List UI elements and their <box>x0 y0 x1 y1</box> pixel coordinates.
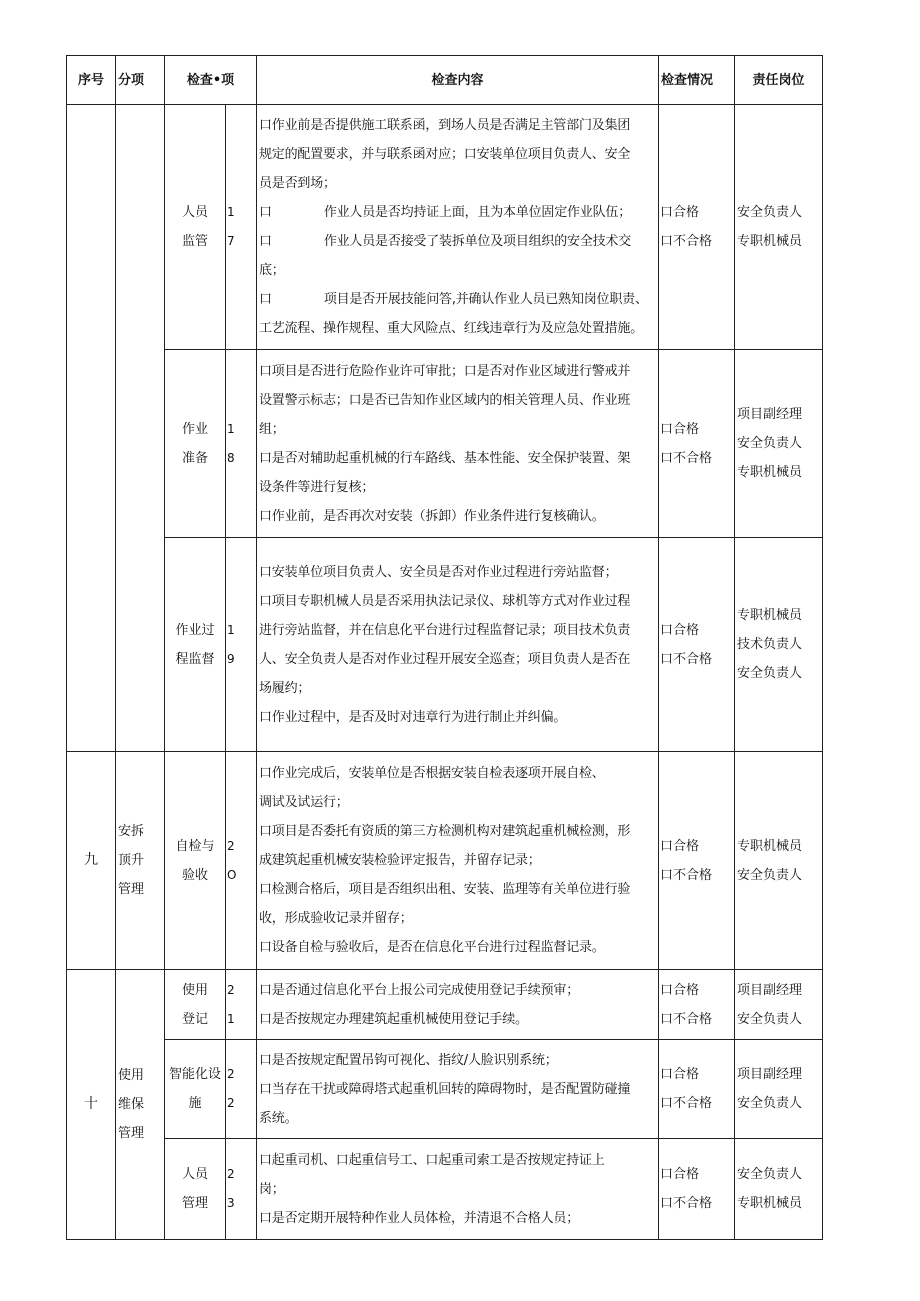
checkbox-fail[interactable]: 口不合格 <box>660 651 713 667</box>
duty-role: 安全负责人 <box>737 436 803 451</box>
item-name-cell <box>165 1139 226 1240</box>
duty-role: 专职机械员 <box>737 234 803 249</box>
check-content-line: 口设备自检与验收后，是否在信息化平台进行过程监督记录。 <box>259 940 605 955</box>
duty-role: 项目副经理 <box>737 1067 803 1082</box>
duty-cell <box>735 105 823 350</box>
text-line: 登记 <box>181 1011 208 1027</box>
check-content-line: 口作业完成后，安装单位是否根据安装自检表逐项开展自检、 <box>259 766 605 781</box>
check-content-line: 调试及试运行； <box>259 795 349 810</box>
check-content-line: 口作业前是否提供施工联系函，到场人员是否满足主管部门及集团 <box>259 118 631 133</box>
duty-role: 项目副经理 <box>737 982 803 998</box>
checkbox-fail[interactable]: 口不合格 <box>660 1011 713 1027</box>
check-content-line: 口安装单位项目负责人、安全员是否对作业过程进行旁站监督； <box>259 564 618 580</box>
text-line: 2 <box>227 1096 235 1110</box>
item-name-cell <box>165 538 226 752</box>
table-row <box>67 970 823 1040</box>
check-status-cell <box>659 105 735 350</box>
checkbox-fail[interactable]: 口不合格 <box>660 1196 713 1211</box>
table-row <box>67 752 823 970</box>
check-content-line: 成建筑起重机械安装检验评定报告，并留存记录； <box>259 853 541 868</box>
checkbox-pass[interactable]: 口合格 <box>660 205 700 220</box>
seq-cell <box>67 105 116 752</box>
text-line: 8 <box>227 450 235 465</box>
check-content-line: 设置警示标志；口是否已告知作业区域内的相关管理人员、作业班 <box>259 392 631 408</box>
check-status-cell <box>659 350 735 538</box>
check-content-cell <box>257 1040 659 1139</box>
text-line: 自检与 <box>175 838 215 854</box>
header-duty: 责任岗位 <box>735 56 823 105</box>
check-content-line: 口是否按规定配置吊钩可视化、指纹/人脸识别系统； <box>259 1052 558 1068</box>
item-number-cell <box>226 1040 257 1139</box>
item-number-cell <box>226 752 257 970</box>
check-content-line: 规定的配置要求，并与联系函对应；口安装单位项目负责人、安全 <box>259 147 631 162</box>
duty-cell <box>735 752 823 970</box>
check-content-line: 口起重司机、口起重信号工、口起重司索工是否按规定持证上 <box>259 1152 605 1168</box>
text-line: 2 <box>227 838 235 853</box>
text-line: 准备 <box>181 450 208 466</box>
text-line: 使用 <box>118 1068 145 1083</box>
duty-role: 安全负责人 <box>737 1096 803 1111</box>
duty-role: 专职机械员 <box>737 465 803 480</box>
duty-role: 安全负责人 <box>737 1167 803 1182</box>
header-row <box>67 56 823 105</box>
header-content: 检查内容 <box>257 56 659 105</box>
header-seq: 序号 <box>67 56 116 105</box>
duty-role: 专职机械员 <box>737 608 803 623</box>
check-content-cell <box>257 350 659 538</box>
checkbox-pass[interactable]: 口合格 <box>660 1067 700 1082</box>
check-content-line: 口 作业人员是否均持证上面，且为本单位固定作业队伍； <box>259 205 632 220</box>
check-status-cell <box>659 538 735 752</box>
check-status-cell <box>659 970 735 1040</box>
check-content-line: 收，形成验收记录并留存； <box>259 911 413 926</box>
duty-cell <box>735 1040 823 1139</box>
text-line: 验收 <box>181 867 208 883</box>
duty-role: 专职机械员 <box>737 1196 803 1211</box>
item-name-cell <box>165 1040 226 1139</box>
check-content-line: 进行旁站监督，并在信息化平台进行过程监督记录；项目技术负责 <box>259 622 631 638</box>
check-content-line: 工艺流程、操作规程、重大风险点、红线违章行为及应急处置措施。 <box>259 321 644 336</box>
checkbox-pass[interactable]: 口合格 <box>660 622 700 638</box>
item-number-cell <box>226 538 257 752</box>
text-line: 1 <box>227 205 235 219</box>
item-number-cell <box>226 970 257 1040</box>
text-line: 3 <box>227 1196 235 1210</box>
table-row <box>67 105 823 350</box>
duty-cell <box>735 970 823 1040</box>
duty-role: 安全负责人 <box>737 666 803 681</box>
inspection-sheet <box>66 55 822 1240</box>
check-status-cell <box>659 1040 735 1139</box>
duty-role: 技术负责人 <box>737 637 803 652</box>
text-line: 智能化设 <box>168 1067 221 1082</box>
check-content-cell <box>257 105 659 350</box>
header-item: 检查•项 <box>165 56 257 105</box>
table-row <box>67 1139 823 1240</box>
text-line: 2 <box>227 982 235 997</box>
text-line: 顶升 <box>118 853 145 868</box>
check-content-line: 口作业前，是否再次对安装（拆卸）作业条件进行复核确认。 <box>259 508 605 524</box>
text-line: 使用 <box>181 982 208 998</box>
checkbox-fail[interactable]: 口不合格 <box>660 867 713 883</box>
duty-role: 专职机械员 <box>737 838 803 854</box>
inspection-table <box>66 55 823 1240</box>
text-line: 作业过 <box>175 622 215 638</box>
check-status-cell <box>659 1139 735 1240</box>
table-row <box>67 1040 823 1139</box>
check-content-line: 口检测合格后，项目是否组织出租、安装、监理等有关单位进行验 <box>259 882 631 897</box>
item-number-cell <box>226 1139 257 1240</box>
checkbox-pass[interactable]: 口合格 <box>660 838 700 854</box>
duty-role: 安全负责人 <box>737 867 803 883</box>
item-name-cell <box>165 970 226 1040</box>
text-line: 1 <box>227 421 235 436</box>
check-content-line: 口是否定期开展特种作业人员体检，并清退不合格人员； <box>259 1210 580 1226</box>
check-content-line: 组； <box>259 421 285 437</box>
header-category: 分项 <box>116 56 165 105</box>
category-cell <box>116 970 165 1240</box>
item-name-cell <box>165 350 226 538</box>
checkbox-pass[interactable]: 口合格 <box>660 982 700 998</box>
header-status: 检查情况 <box>659 56 735 105</box>
text-line: 程监督 <box>175 651 215 667</box>
text-line: 管理 <box>181 1196 208 1211</box>
text-line: 施 <box>188 1096 202 1111</box>
check-content-line: 口作业过程中，是否及时对违章行为进行制止并纠偏。 <box>259 709 567 725</box>
text-line: 维保 <box>118 1097 145 1112</box>
check-content-line: 场履约； <box>259 680 311 696</box>
check-content-line: 口项目是否委托有资质的第三方检测机构对建筑起重机械检测，形 <box>259 824 631 839</box>
item-name-cell <box>165 105 226 350</box>
duty-cell <box>735 538 823 752</box>
table-body <box>67 105 823 1240</box>
check-content-line: 口是否按规定办理建筑起重机械使用登记手续。 <box>259 1011 528 1027</box>
category-cell <box>116 752 165 970</box>
check-content-cell <box>257 1139 659 1240</box>
item-name-cell <box>165 752 226 970</box>
duty-cell <box>735 1139 823 1240</box>
text-line: 1 <box>227 622 235 637</box>
text-line: 1 <box>227 1011 235 1026</box>
check-content-line: 口项目专职机械人员是否采用执法记录仪、球机等方式对作业过程 <box>259 593 631 609</box>
text-line: 管理 <box>118 882 145 897</box>
text-line: 2 <box>227 1067 235 1081</box>
check-content-line: 口项目是否进行危险作业许可审批；口是否对作业区域进行警戒并 <box>259 363 631 379</box>
text-line: 作业 <box>181 421 208 437</box>
text-line: 人员 <box>181 1167 208 1182</box>
text-line: 9 <box>227 651 235 666</box>
check-status-cell <box>659 752 735 970</box>
duty-role: 安全负责人 <box>737 1011 803 1027</box>
check-content-cell <box>257 970 659 1040</box>
check-content-line: 员是否到场； <box>259 176 336 191</box>
check-content-line: 系统。 <box>259 1110 298 1126</box>
check-content-line: 岗； <box>259 1181 285 1197</box>
checkbox-fail[interactable]: 口不合格 <box>660 450 713 466</box>
text-line: 人员 <box>181 205 208 220</box>
text-line: 安拆 <box>118 824 145 839</box>
text-line: 管理 <box>118 1126 145 1141</box>
table-row <box>67 350 823 538</box>
checkbox-fail[interactable]: 口不合格 <box>660 234 713 249</box>
item-number-cell <box>226 105 257 350</box>
text-line: O <box>227 867 237 882</box>
category-cell <box>116 105 165 752</box>
seq-cell: 九 <box>67 752 116 970</box>
check-content-line: 人、安全负责人是否对作业过程开展安全巡查；项目负责人是否在 <box>259 651 631 667</box>
checkbox-pass[interactable]: 口合格 <box>660 421 700 437</box>
item-number-cell <box>226 350 257 538</box>
check-content-cell <box>257 538 659 752</box>
checkbox-pass[interactable]: 口合格 <box>660 1167 700 1182</box>
duty-role: 项目副经理 <box>737 407 803 422</box>
text-line: 监管 <box>181 234 208 249</box>
seq-cell: 十 <box>67 970 116 1240</box>
check-content-line: 口是否对辅助起重机械的行车路线、基本性能、安全保护装置、架 <box>259 450 631 466</box>
checkbox-fail[interactable]: 口不合格 <box>660 1096 713 1111</box>
text-line: 2 <box>227 1167 235 1181</box>
check-content-line: 底； <box>259 263 285 278</box>
text-line: 7 <box>227 234 235 248</box>
check-content-line: 设条件等进行复核； <box>259 479 375 495</box>
check-content-line: 口 项目是否开展技能问答,并确认作业人员已熟知岗位职责、 <box>259 292 648 307</box>
duty-cell <box>735 350 823 538</box>
check-content-line: 口当存在干扰或障碍塔式起重机回转的障碍物时，是否配置防碰撞 <box>259 1081 631 1097</box>
check-content-line: 口 作业人员是否接受了装拆单位及项目组织的安全技术交 <box>259 234 632 249</box>
check-content-cell <box>257 752 659 970</box>
duty-role: 安全负责人 <box>737 205 803 220</box>
check-content-line: 口是否通过信息化平台上报公司完成使用登记手续预审； <box>259 982 580 998</box>
table-row <box>67 538 823 752</box>
